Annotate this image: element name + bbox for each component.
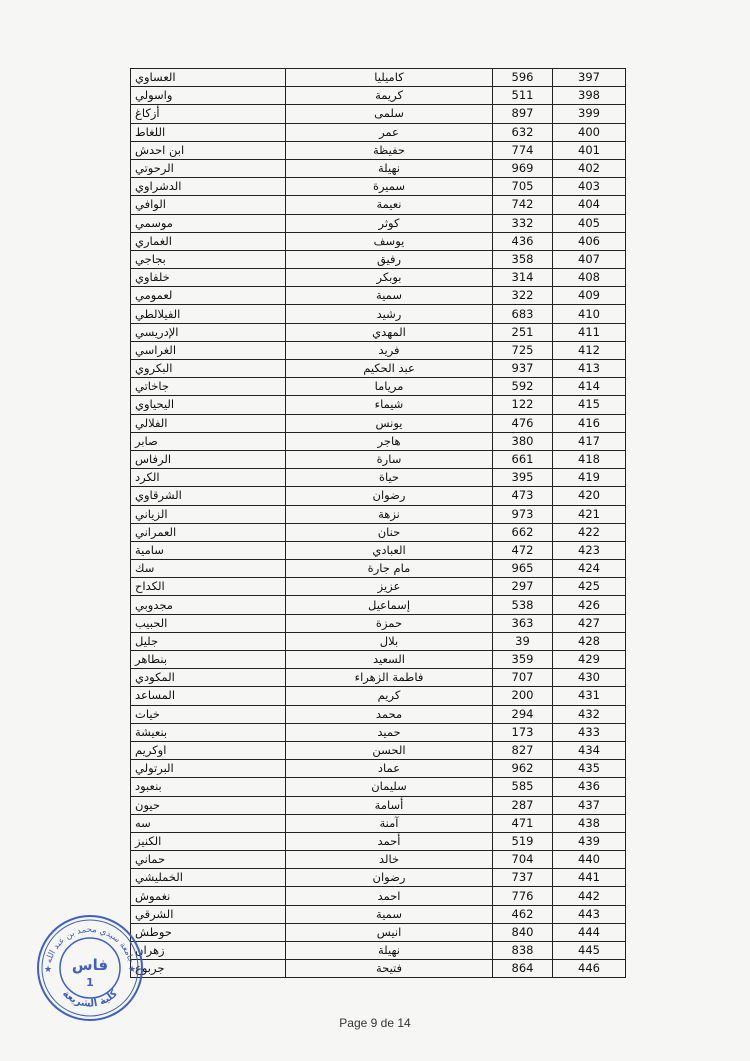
rank-cell: 439 [553,832,626,850]
first-name-cell: هاجر [286,432,493,450]
rank-cell: 446 [553,960,626,978]
rank-cell: 417 [553,432,626,450]
family-name-cell: الكداح [131,578,286,596]
first-name-cell: سلمى [286,105,493,123]
first-name-cell: حميد [286,723,493,741]
exam-number-cell: 897 [493,105,553,123]
first-name-cell: بلال [286,632,493,650]
rank-cell: 421 [553,505,626,523]
first-name-cell: العبادي [286,541,493,559]
first-name-cell: فريد [286,341,493,359]
family-name-cell: الكرد [131,469,286,487]
rank-cell: 416 [553,414,626,432]
exam-number-cell: 840 [493,923,553,941]
exam-number-cell: 592 [493,378,553,396]
family-name-cell: الخمليشي [131,869,286,887]
table-row [131,560,626,578]
rank-cell: 403 [553,178,626,196]
exam-number-cell: 705 [493,178,553,196]
rank-cell: 418 [553,450,626,468]
first-name-cell: يونس [286,414,493,432]
first-name-cell: نهيلة [286,942,493,960]
table-row [131,778,626,796]
rank-cell: 399 [553,105,626,123]
first-name-cell: رشيد [286,305,493,323]
exam-number-cell: 965 [493,560,553,578]
table-row [131,669,626,687]
first-name-cell: المهدي [286,323,493,341]
family-name-cell: اوكريم [131,741,286,759]
rank-cell: 445 [553,942,626,960]
exam-number-cell: 297 [493,578,553,596]
family-name-cell: زهران [131,942,286,960]
rank-cell: 433 [553,723,626,741]
exam-number-cell: 358 [493,250,553,268]
family-name-cell: الرفاس [131,450,286,468]
family-name-cell: سه [131,814,286,832]
exam-number-cell: 864 [493,960,553,978]
exam-number-cell: 973 [493,505,553,523]
table-row [131,123,626,141]
exam-number-cell: 200 [493,687,553,705]
first-name-cell: محمد [286,705,493,723]
family-name-cell: حماني [131,851,286,869]
first-name-cell: كوثر [286,214,493,232]
family-name-cell: الوافي [131,196,286,214]
table-row [131,69,626,87]
family-name-cell: الفلالي [131,414,286,432]
exam-number-cell: 969 [493,159,553,177]
exam-number-cell: 462 [493,905,553,923]
rank-cell: 419 [553,469,626,487]
table-row [131,450,626,468]
table-row [131,196,626,214]
table-row [131,105,626,123]
rank-cell: 426 [553,596,626,614]
results-table-body [131,69,626,978]
stamp-city: فاس [71,956,109,974]
table-row [131,960,626,978]
first-name-cell: يوسف [286,232,493,250]
family-name-cell: العساوي [131,69,286,87]
rank-cell: 429 [553,651,626,669]
first-name-cell: سمية [286,905,493,923]
rank-cell: 425 [553,578,626,596]
family-name-cell: سك [131,560,286,578]
table-row [131,832,626,850]
exam-number-cell: 39 [493,632,553,650]
table-row [131,214,626,232]
first-name-cell: سليمان [286,778,493,796]
family-name-cell: حوطش [131,923,286,941]
rank-cell: 408 [553,269,626,287]
family-name-cell: سامية [131,541,286,559]
exam-number-cell: 596 [493,69,553,87]
rank-cell: 398 [553,87,626,105]
family-name-cell: مجدوبي [131,596,286,614]
first-name-cell: أسامة [286,796,493,814]
exam-number-cell: 294 [493,705,553,723]
rank-cell: 412 [553,341,626,359]
rank-cell: 444 [553,923,626,941]
first-name-cell: عبد الحكيم [286,360,493,378]
exam-number-cell: 962 [493,760,553,778]
stamp-top-text: جامعة سيدي محمد بن عبد الله [44,924,136,965]
family-name-cell: جاخاتي [131,378,286,396]
family-name-cell: موسمي [131,214,286,232]
exam-number-cell: 471 [493,814,553,832]
first-name-cell: حنان [286,523,493,541]
table-row [131,396,626,414]
rank-cell: 410 [553,305,626,323]
table-row [131,869,626,887]
first-name-cell: حياة [286,469,493,487]
table-row [131,541,626,559]
table-row [131,414,626,432]
rank-cell: 420 [553,487,626,505]
exam-number-cell: 251 [493,323,553,341]
table-row [131,705,626,723]
family-name-cell: صابر [131,432,286,450]
table-row [131,341,626,359]
rank-cell: 404 [553,196,626,214]
star-icon: ★ [127,965,137,975]
first-name-cell: مام جارة [286,560,493,578]
exam-number-cell: 359 [493,651,553,669]
table-row [131,632,626,650]
table-row [131,741,626,759]
table-row [131,469,626,487]
table-row [131,578,626,596]
family-name-cell: لعمومي [131,287,286,305]
family-name-cell: الشرقي [131,905,286,923]
rank-cell: 422 [553,523,626,541]
rank-cell: 409 [553,287,626,305]
family-name-cell: المساعد [131,687,286,705]
family-name-cell: الغراسي [131,341,286,359]
exam-number-cell: 173 [493,723,553,741]
first-name-cell: الحسن [286,741,493,759]
exam-number-cell: 472 [493,541,553,559]
table-row [131,614,626,632]
rank-cell: 431 [553,687,626,705]
table-row [131,178,626,196]
exam-number-cell: 725 [493,341,553,359]
first-name-cell: أحمد [286,832,493,850]
family-name-cell: العمراني [131,523,286,541]
rank-cell: 414 [553,378,626,396]
stamp-number: 1 [86,976,94,989]
exam-number-cell: 363 [493,614,553,632]
family-name-cell: بنعيشة [131,723,286,741]
exam-number-cell: 662 [493,523,553,541]
first-name-cell: نهيلة [286,159,493,177]
rank-cell: 402 [553,159,626,177]
first-name-cell: رضوان [286,487,493,505]
table-row [131,250,626,268]
table-row [131,814,626,832]
first-name-cell: حفيظة [286,141,493,159]
rank-cell: 424 [553,560,626,578]
rank-cell: 411 [553,323,626,341]
exam-number-cell: 332 [493,214,553,232]
rank-cell: 437 [553,796,626,814]
family-name-cell: جليل [131,632,286,650]
family-name-cell: البرتولي [131,760,286,778]
family-name-cell: خيات [131,705,286,723]
first-name-cell: كريم [286,687,493,705]
rank-cell: 415 [553,396,626,414]
rank-cell: 405 [553,214,626,232]
rank-cell: 432 [553,705,626,723]
first-name-cell: بوبكر [286,269,493,287]
rank-cell: 397 [553,69,626,87]
exam-number-cell: 827 [493,741,553,759]
family-name-cell: الزياني [131,505,286,523]
exam-number-cell: 380 [493,432,553,450]
family-name-cell: الرحوتي [131,159,286,177]
table-row [131,287,626,305]
table-row [131,851,626,869]
first-name-cell: سارة [286,450,493,468]
exam-number-cell: 776 [493,887,553,905]
family-name-cell: جربوع [131,960,286,978]
first-name-cell: سميرة [286,178,493,196]
rank-cell: 434 [553,741,626,759]
rank-cell: 423 [553,541,626,559]
first-name-cell: آمنة [286,814,493,832]
exam-number-cell: 436 [493,232,553,250]
rank-cell: 430 [553,669,626,687]
first-name-cell: إسماعيل [286,596,493,614]
stamp-bottom-text: كلية الشريعة [60,988,120,1010]
first-name-cell: عزيز [286,578,493,596]
table-row [131,159,626,177]
first-name-cell: عمر [286,123,493,141]
exam-number-cell: 538 [493,596,553,614]
table-row [131,378,626,396]
first-name-cell: حمزة [286,614,493,632]
exam-number-cell: 704 [493,851,553,869]
results-table [127,68,626,978]
exam-number-cell: 737 [493,869,553,887]
rank-cell: 436 [553,778,626,796]
table-row [131,487,626,505]
svg-text:كلية الشريعة [60,988,120,1010]
family-name-cell: اليحياوي [131,396,286,414]
rank-cell: 438 [553,814,626,832]
table-row [131,323,626,341]
family-name-cell: بنطاهر [131,651,286,669]
rank-cell: 427 [553,614,626,632]
exam-number-cell: 707 [493,669,553,687]
first-name-cell: عماد [286,760,493,778]
family-name-cell: الكنيز [131,832,286,850]
family-name-cell: بجاجي [131,250,286,268]
family-name-cell: أزكاغ [131,105,286,123]
first-name-cell: كاميليا [286,69,493,87]
table-row [131,687,626,705]
first-name-cell: السعيد [286,651,493,669]
first-name-cell: فتيحة [286,960,493,978]
table-row [131,651,626,669]
exam-number-cell: 476 [493,414,553,432]
exam-number-cell: 937 [493,360,553,378]
table-row [131,905,626,923]
table-row [131,923,626,941]
rank-cell: 442 [553,887,626,905]
exam-number-cell: 585 [493,778,553,796]
page-number: Page 9 de 14 [339,1016,411,1030]
table-row [131,232,626,250]
table-row [131,505,626,523]
family-name-cell: الغماري [131,232,286,250]
first-name-cell: شيماء [286,396,493,414]
family-name-cell: البكروي [131,360,286,378]
rank-cell: 413 [553,360,626,378]
exam-number-cell: 774 [493,141,553,159]
exam-number-cell: 519 [493,832,553,850]
first-name-cell: فاطمة الزهراء [286,669,493,687]
rank-cell: 428 [553,632,626,650]
first-name-cell: كريمة [286,87,493,105]
family-name-cell: الإدريسي [131,323,286,341]
rank-cell: 443 [553,905,626,923]
exam-number-cell: 511 [493,87,553,105]
table-row [131,523,626,541]
first-name-cell: رضوان [286,869,493,887]
family-name-cell: خلفاوي [131,269,286,287]
table-row [131,305,626,323]
first-name-cell: انيس [286,923,493,941]
rank-cell: 406 [553,232,626,250]
family-name-cell: الفيلالطي [131,305,286,323]
table-row [131,87,626,105]
table-row [131,596,626,614]
table-row [131,887,626,905]
rank-cell: 407 [553,250,626,268]
exam-number-cell: 473 [493,487,553,505]
family-name-cell: واسولي [131,87,286,105]
table-row [131,269,626,287]
family-name-cell: ابن احدش [131,141,286,159]
rank-cell: 401 [553,141,626,159]
exam-number-cell: 122 [493,396,553,414]
family-name-cell: اللغاط [131,123,286,141]
table-row [131,942,626,960]
family-name-cell: الدشراوي [131,178,286,196]
exam-number-cell: 322 [493,287,553,305]
family-name-cell: الحبيب [131,614,286,632]
exam-number-cell: 742 [493,196,553,214]
table-row [131,796,626,814]
rank-cell: 400 [553,123,626,141]
family-name-cell: الشرقاوي [131,487,286,505]
exam-number-cell: 632 [493,123,553,141]
family-name-cell: المكودي [131,669,286,687]
rank-cell: 441 [553,869,626,887]
first-name-cell: نزهة [286,505,493,523]
first-name-cell: احمد [286,887,493,905]
table-row [131,432,626,450]
table-row [131,723,626,741]
table-row [131,360,626,378]
rank-cell: 435 [553,760,626,778]
rank-cell: 440 [553,851,626,869]
family-name-cell: حيون [131,796,286,814]
family-name-cell: بنعبود [131,778,286,796]
first-name-cell: نعيمة [286,196,493,214]
university-stamp [34,912,146,1024]
exam-number-cell: 395 [493,469,553,487]
first-name-cell: سمية [286,287,493,305]
first-name-cell: رفيق [286,250,493,268]
table-row [131,760,626,778]
family-name-cell: نغموش [131,887,286,905]
first-name-cell: مرياما [286,378,493,396]
exam-number-cell: 287 [493,796,553,814]
star-icon: ★ [43,965,53,975]
exam-number-cell: 838 [493,942,553,960]
exam-number-cell: 314 [493,269,553,287]
exam-number-cell: 683 [493,305,553,323]
table-row [131,141,626,159]
first-name-cell: خالد [286,851,493,869]
exam-number-cell: 661 [493,450,553,468]
